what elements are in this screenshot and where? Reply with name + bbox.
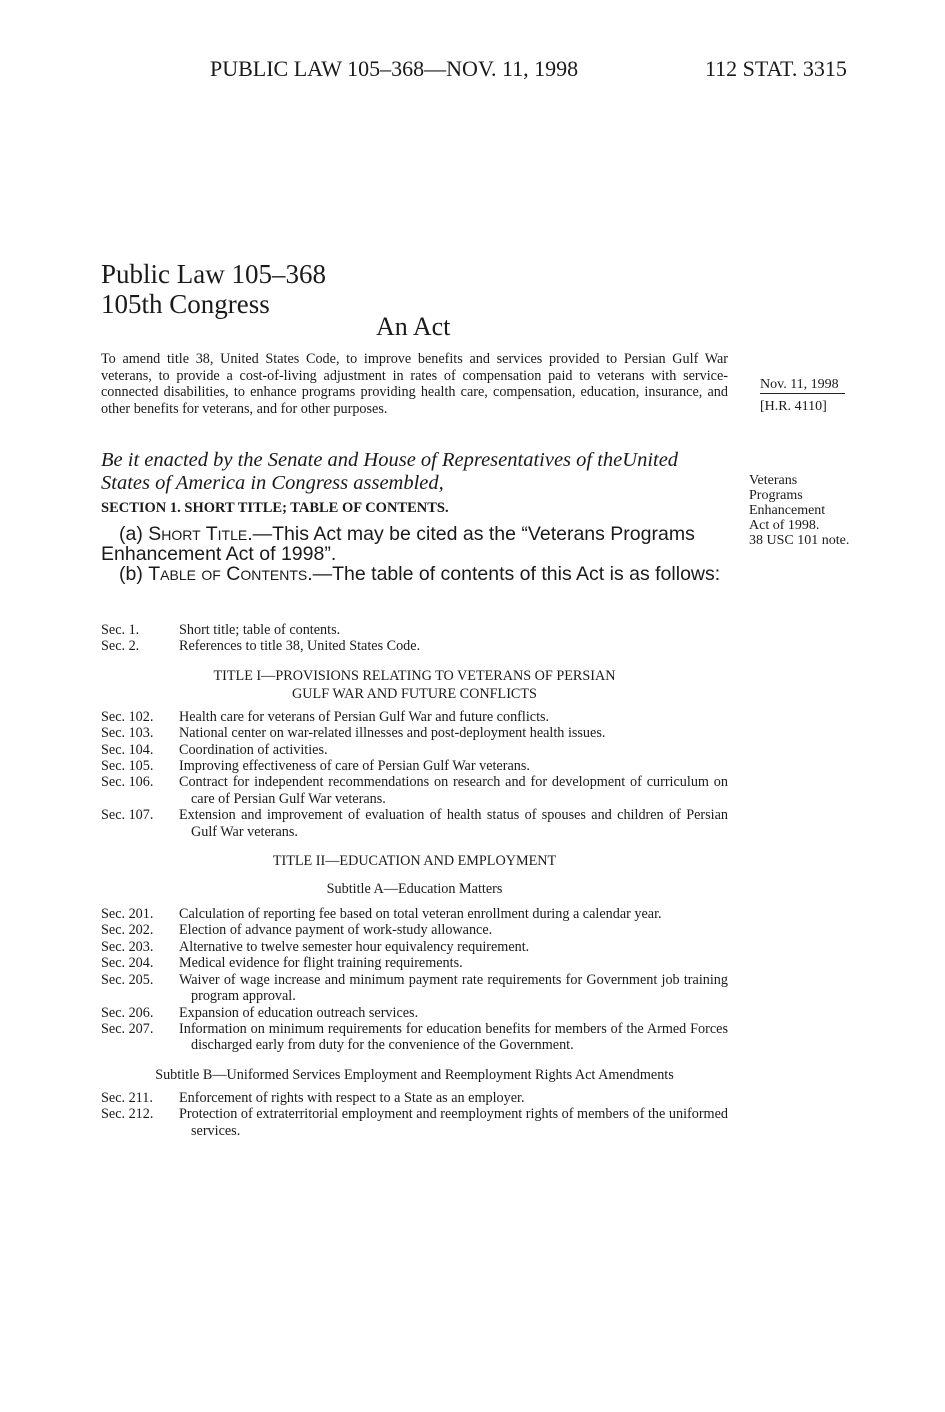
- toc-section-title: Alternative to twelve semester hour equivalency requirement.: [179, 938, 530, 955]
- toc-intro-paragraph: [101, 564, 728, 584]
- short-title-label: (a): [119, 523, 149, 545]
- toc-subtitle-heading: Subtitle B—Uniformed Services Employment and Reemployment Rights Act Amendments: [155, 1066, 674, 1083]
- toc-row: [101, 709, 728, 725]
- margin-note-line: Veterans: [749, 473, 798, 488]
- congress-number: 105th Congress: [101, 289, 270, 319]
- toc-row: [101, 774, 728, 807]
- toc-row: [101, 906, 728, 922]
- toc-row: [101, 758, 728, 774]
- toc-section-number: Sec. 105.: [101, 758, 154, 775]
- toc-row: [101, 622, 728, 638]
- toc-intro-label: (b): [119, 563, 149, 585]
- toc-intro-text: .—The table of contents of this Act is as follows:: [307, 563, 721, 585]
- toc-section-number: Sec. 103.: [101, 725, 154, 742]
- toc-row: [101, 1021, 728, 1054]
- toc-section-title: Calculation of reporting fee based on total veteran enrollment during a calendar year.: [179, 906, 662, 923]
- law-identifier: [101, 259, 326, 319]
- toc-section-number: Sec. 205.: [101, 971, 154, 988]
- toc-section-number: Sec. 1.: [101, 622, 140, 638]
- toc-row: [101, 1005, 728, 1021]
- toc-row: [101, 807, 728, 840]
- toc-section-number: Sec. 211.: [101, 1089, 153, 1106]
- toc-section-title: Enforcement of rights with respect to a State as an employer.: [179, 1089, 525, 1106]
- toc-row: [101, 1090, 728, 1106]
- toc-row: [101, 742, 728, 758]
- toc-section-number: Sec. 2.: [101, 638, 140, 655]
- toc-section-title: Information on minimum requirements for education benefits for members of the Armed Forces discharged early from duty for the convenience of the Government.: [179, 1020, 728, 1054]
- running-header-page-number: 112 STAT. 3315: [705, 56, 847, 81]
- toc-section-title: Expansion of education outreach services.: [179, 1004, 419, 1021]
- section-heading: SECTION 1. SHORT TITLE; TABLE OF CONTENTS.: [101, 500, 449, 516]
- toc-section-number: Sec. 106.: [101, 774, 154, 791]
- toc-intro-caption: Table of Contents: [148, 563, 308, 585]
- toc-section-number: Sec. 207.: [101, 1020, 154, 1037]
- toc-section-number: Sec. 203.: [101, 938, 154, 955]
- toc-section-number: Sec. 204.: [101, 955, 154, 972]
- toc-row: [101, 638, 728, 654]
- purpose-paragraph: To amend title 38, United States Code, to improve benefits and services provided to Persian Gulf War veterans, to provide a cost-of-living adjustment in rates of compensation paid to veterans with service-connected disabilities, to enhance programs providing health care, compensation, education, insurance, and other benefits for veterans, and for other purposes.: [101, 351, 728, 418]
- toc-row: [101, 725, 728, 741]
- margin-enactment-info: [760, 376, 845, 415]
- toc-section-title: Coordination of activities.: [179, 741, 328, 758]
- toc-section-title: Contract for independent recommendations on research and for development of curriculum on care of Persian Gulf War veterans.: [179, 774, 728, 807]
- margin-note-line: Act of 1998.: [749, 518, 820, 533]
- toc-section-number: Sec. 201.: [101, 906, 154, 923]
- toc-section-title: References to title 38, United States Code.: [179, 638, 421, 655]
- toc-section-title: Improving effectiveness of care of Persian Gulf War veterans.: [179, 758, 530, 775]
- toc-section-number: Sec. 202.: [101, 922, 154, 939]
- margin-note-line: Programs: [749, 488, 803, 503]
- enacting-clause: Be it enacted by the Senate and House of Representatives of theUnited States of America in Congress assembled,: [101, 449, 679, 494]
- toc-row: [101, 939, 728, 955]
- toc-row: [101, 972, 728, 1005]
- toc-section-title: Election of advance payment of work-study allowance.: [179, 922, 493, 939]
- toc-section-number: Sec. 212.: [101, 1106, 154, 1123]
- toc-row: [101, 1106, 728, 1139]
- short-title-caption: Short Title: [148, 523, 248, 545]
- public-law-number: Public Law 105–368: [101, 259, 326, 289]
- toc-title-heading: TITLE II—EDUCATION AND EMPLOYMENT: [272, 853, 557, 870]
- margin-note: [749, 473, 849, 548]
- short-title-paragraph: [101, 524, 728, 564]
- toc-row: [101, 922, 728, 938]
- toc-title-heading: TITLE I—PROVISIONS RELATING TO VETERANS OF PERSIAN GULF WAR AND FUTURE CONFLICTS: [213, 667, 616, 702]
- margin-bill-number: [H.R. 4110]: [760, 399, 827, 414]
- toc-section-title: Extension and improvement of evaluation of health status of spouses and children of Persian Gulf War veterans.: [179, 807, 728, 840]
- toc-row: [101, 955, 728, 971]
- short-title-text: .—This Act may be cited as the “Veterans Programs Enhancement Act of 1998”.: [101, 523, 695, 565]
- margin-note-line: 38 USC 101 note.: [749, 533, 850, 548]
- toc-section-title: Short title; table of contents.: [179, 622, 341, 638]
- toc-section-number: Sec. 102.: [101, 708, 154, 725]
- toc-section-number: Sec. 104.: [101, 741, 154, 758]
- table-of-contents: [101, 622, 728, 1139]
- running-header-left: PUBLIC LAW 105–368—NOV. 11, 1998: [210, 56, 579, 81]
- margin-note-line: Enhancement: [749, 503, 826, 518]
- toc-subtitle-heading: Subtitle A—Education Matters: [326, 881, 503, 898]
- margin-date: Nov. 11, 1998: [760, 376, 845, 394]
- toc-section-title: Health care for veterans of Persian Gulf War and future conflicts.: [179, 708, 550, 725]
- toc-section-title: Medical evidence for flight training requirements.: [179, 955, 463, 972]
- toc-section-title: National center on war-related illnesses and post-deployment health issues.: [179, 725, 606, 742]
- toc-section-title: Protection of extraterritorial employment and reemployment rights of members of the uniformed services.: [179, 1106, 728, 1139]
- toc-section-title: Waiver of wage increase and minimum payment rate requirements for Government job training program approval.: [179, 971, 728, 1005]
- toc-section-number: Sec. 107.: [101, 807, 154, 824]
- act-title: An Act: [376, 312, 451, 341]
- toc-section-number: Sec. 206.: [101, 1004, 154, 1021]
